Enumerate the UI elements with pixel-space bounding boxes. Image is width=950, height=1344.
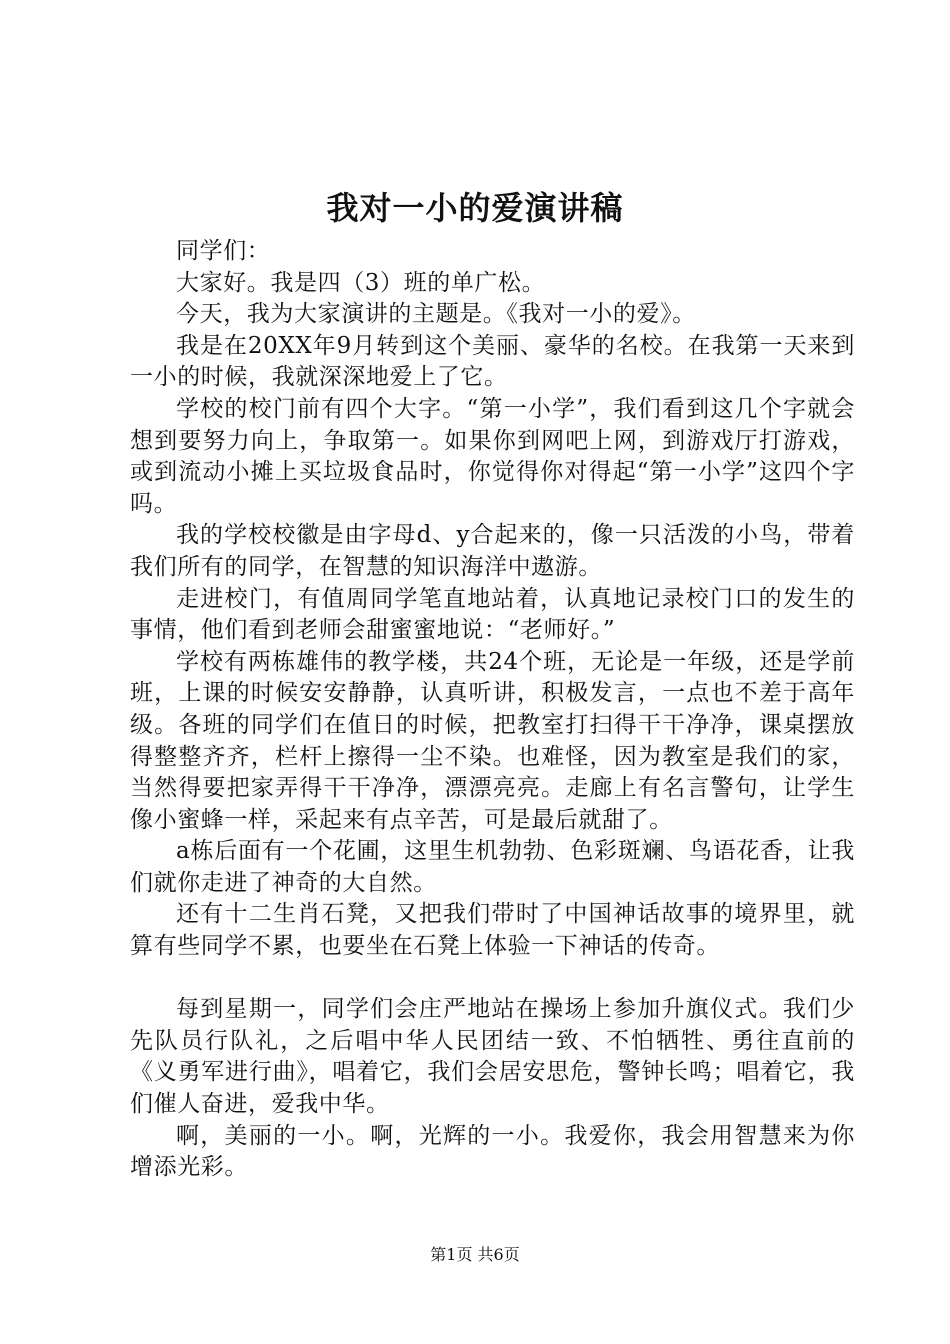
- paragraph-school-badge: 我的学校校徽是由字母d、y合起来的，像一只活泼的小鸟，带着我们所有的同学，在智慧的知识海洋中遨游。: [130, 522, 855, 580]
- document-title: 我对一小的爱演讲稿: [326, 189, 624, 227]
- paragraph-teaching-buildings: 学校有两栋雄伟的教学楼，共24个班，无论是一年级，还是学前班，上课的时候安安静静，认真听讲，积极发言，一点也不差于高年级。各班的同学们在值日的时候，把教室打扫得干干净净，课桌摆放得整整齐齐，栏杆上擦得一尘不染。也难怪，因为教室是我们的家，当然得要把家弄得干干净净，漂漂亮亮。走廊上有名言警句，让学生像小蜜蜂一样，采起来有点辛苦，可是最后就甜了。: [130, 648, 855, 833]
- paragraph-arrival: 我是在20XX年9月转到这个美丽、豪华的名校。在我第一天来到一小的时候，我就深深地爱上了它。: [130, 332, 855, 391]
- paragraph-school-gate: 学校的校门前有四个大字。“第一小学”，我们看到这几个字就会想到要努力向上，争取第一。如果你到网吧上网，到游戏厅打游戏，或到流动小摊上买垃圾食品时，你觉得你对得起“第一小学”这四个字吗。: [130, 395, 855, 517]
- paragraph-closing: 啊，美丽的一小。啊，光辉的一小。我爱你，我会用智慧来为你增添光彩。: [130, 1122, 855, 1181]
- paragraph-flag-ceremony: 每到星期一，同学们会庄严地站在操场上参加升旗仪式。我们少先队员行队礼，之后唱中华人民团结一致、不怕牺牲、勇往直前的《义勇军进行曲》，唱着它，我们会居安思危，警钟长鸣；唱着它，我们催人奋进，爱我中华。: [130, 996, 855, 1118]
- document-body: [130, 236, 855, 1184]
- paragraph-salutation: 同学们：: [176, 238, 271, 264]
- paragraph-greeting: 大家好。我是四（3）班的单广松。: [176, 269, 546, 296]
- page-number-footer: 第1页 共6页: [430, 1245, 520, 1264]
- paragraph-topic: 今天，我为大家演讲的主题是。《我对一小的爱》。: [176, 301, 696, 328]
- paragraph-duty-students: 走进校门，有值周同学笔直地站着，认真地记录校门口的发生的事情，他们看到老师会甜蜜蜜地说：“老师好。”: [130, 585, 855, 644]
- paragraph-garden: a栋后面有一个花圃，这里生机勃勃、色彩斑斓、鸟语花香，让我们就你走进了神奇的大自然。: [130, 838, 855, 896]
- paragraph-zodiac-stools: 还有十二生肖石凳，又把我们带时了中国神话故事的境界里，就算有些同学不累，也要坐在石凳上体验一下神话的传奇。: [130, 901, 855, 960]
